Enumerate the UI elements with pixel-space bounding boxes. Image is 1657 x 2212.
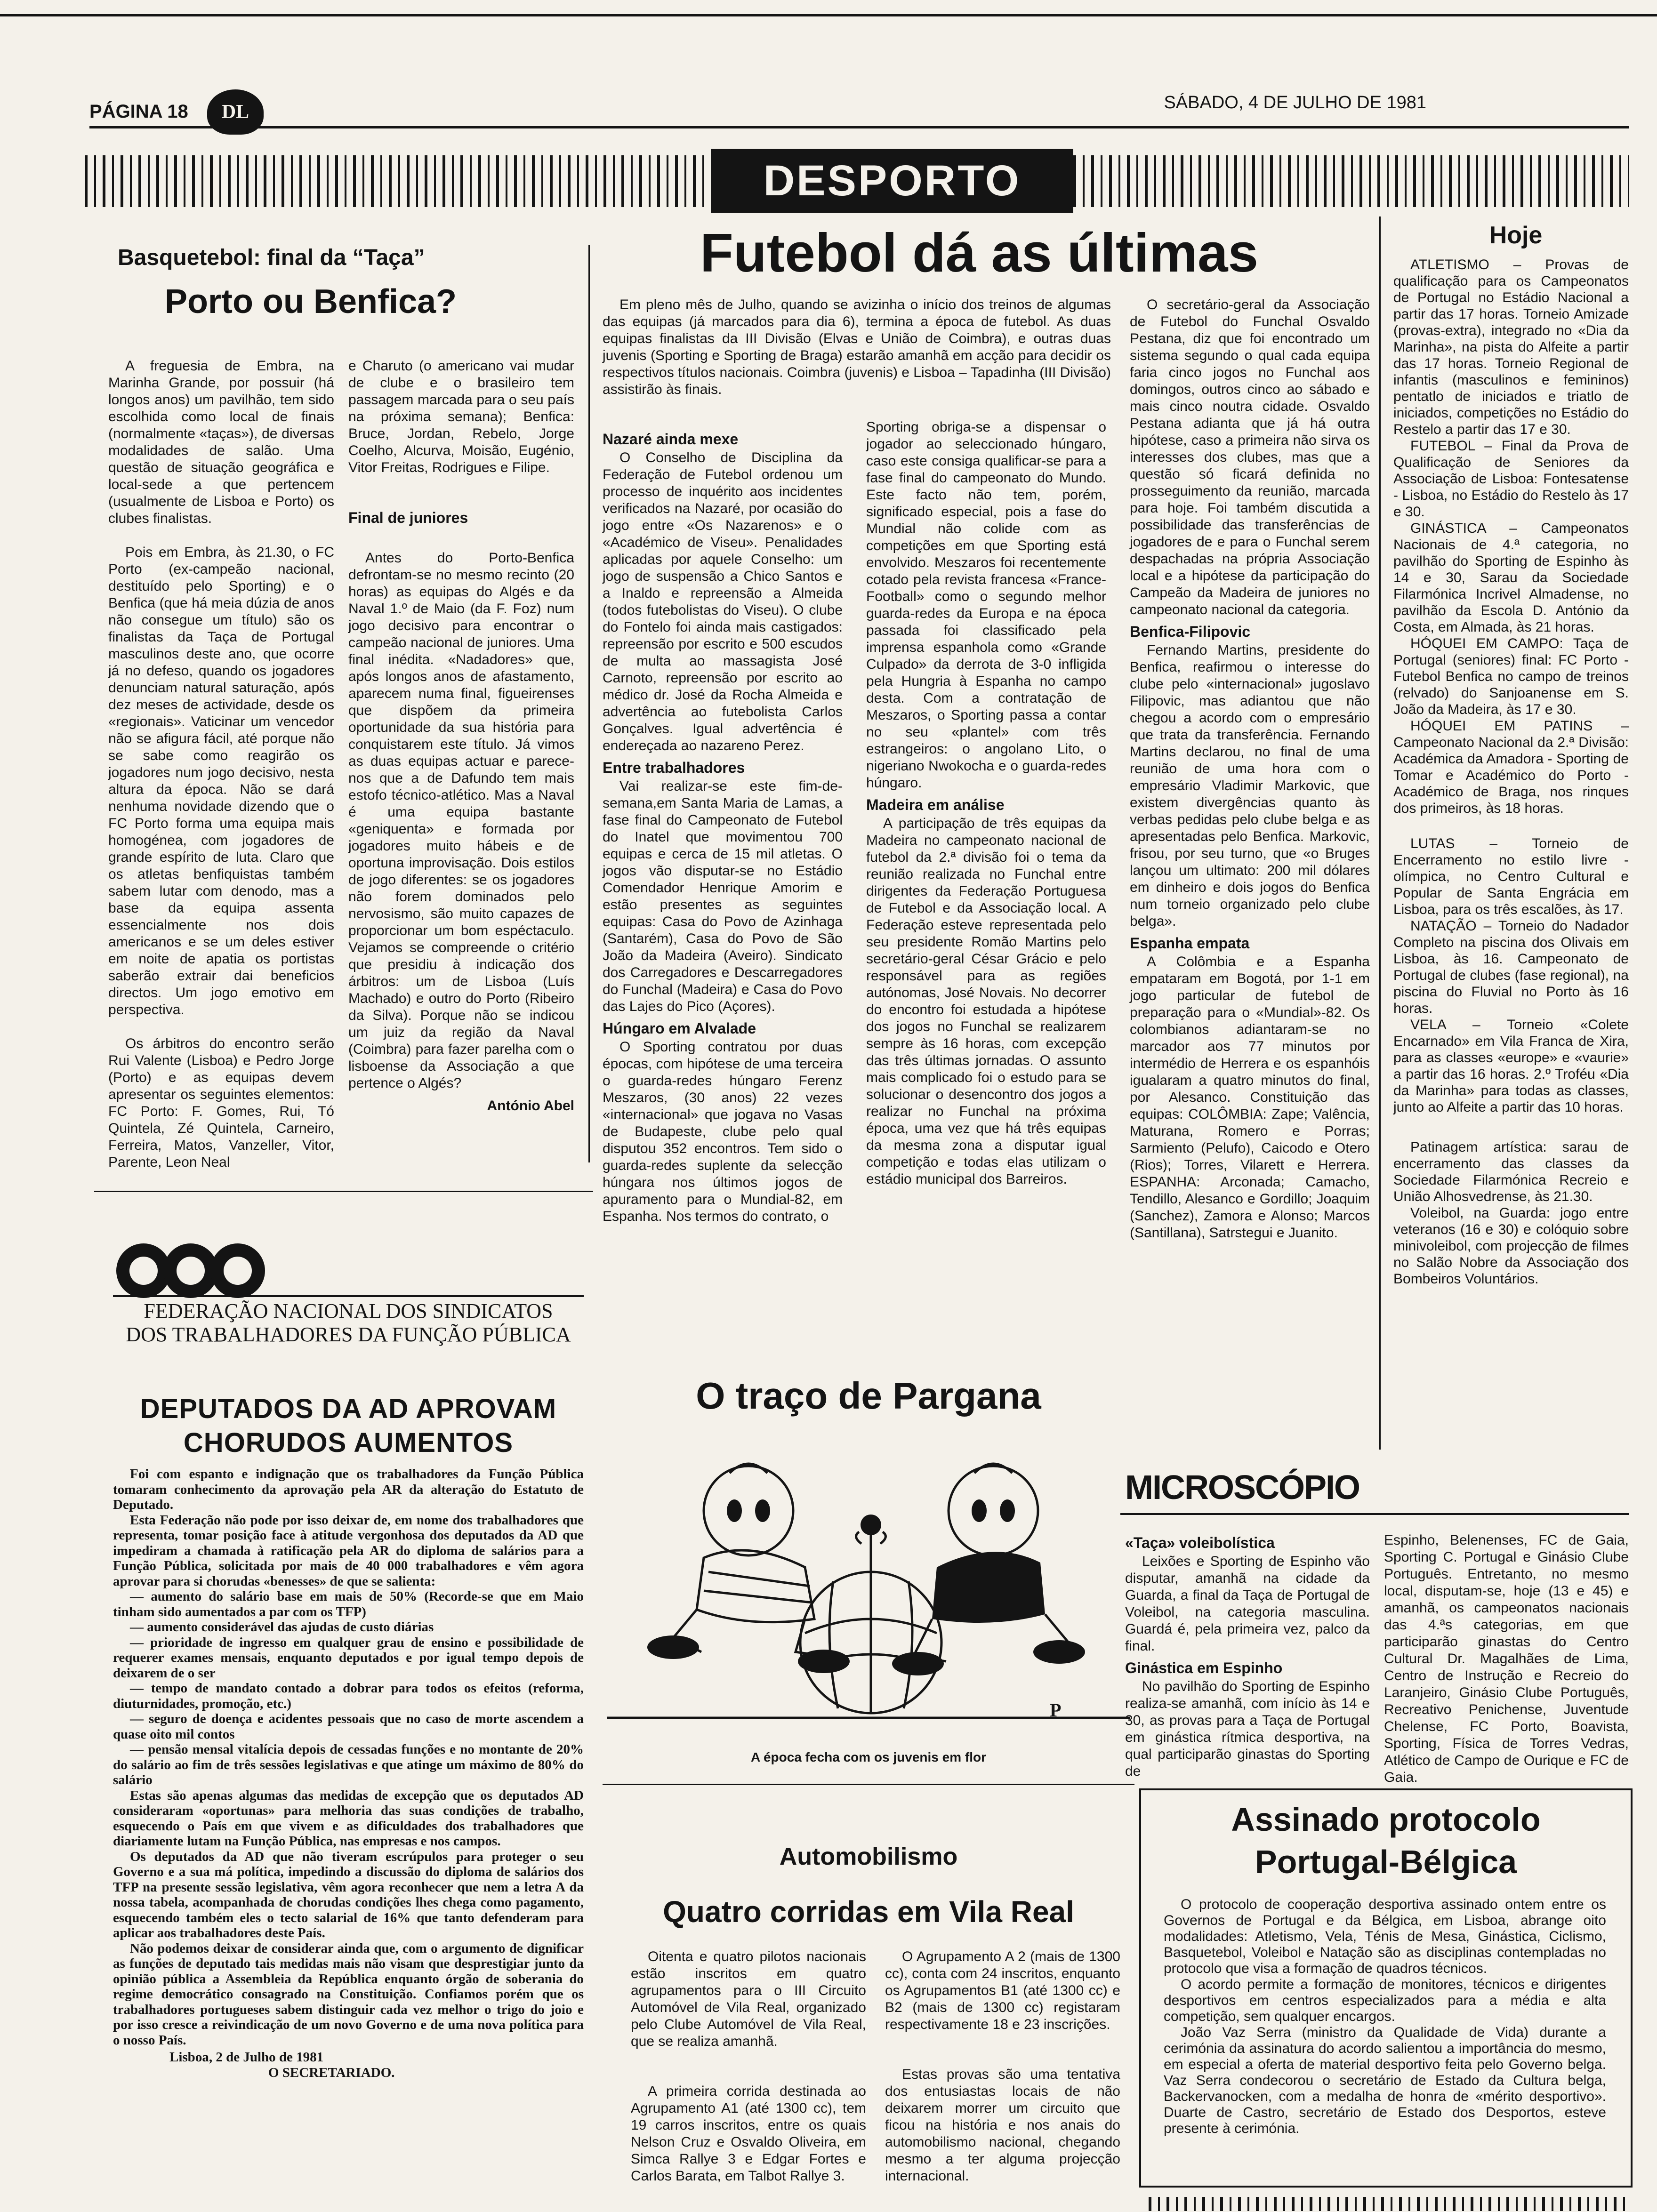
top-rule — [0, 14, 1657, 16]
column-rule — [588, 245, 590, 1162]
paragraph: O Conselho de Disciplina da Federação de Futebol ordenou um processo de inquérito aos incidentes verificados na Nazaré, por ocasião do jogo entre «Os Nazarenos» e o «Académico de Viseu». Penalidades aplicadas por aquele Conselho: um jogo de suspensão a Chico Santos e a Inaldo e repreensão a Almeida (todos futebolistas do Viseu). O clube do Fontelo foi ainda mais castigados: repreensão por escrito e 500 escudos de multa ao massagista José Carnoto, repreensão por escrito ao médico dr. José da Rocha Almeida e advertência ao futebolista Carlos Gonçalves. Igual advertência é endereçada ao nazareno Perez. — [603, 450, 843, 753]
protocolo-title-1: Assinado protocolo — [1231, 1801, 1541, 1838]
column-rule — [1379, 216, 1381, 1450]
paragraph: Esta Federação não pode por isso deixar de, em nome dos trabalhadores que representa, tomar posição face à atitude vergonhosa dos deputados da AD que impediram a chamada à ratificação pela AR do diploma de salários para a Função Pública, solicitada por mais de 40 000 trabalhadores e vêm agora aprovar para si chorudas «benesses» de que se salienta: — [113, 1512, 584, 1589]
cartoon-caption: A época fecha com os juvenis em flor — [750, 1750, 986, 1764]
paragraph: Os deputados da AD que não tiveram escrúpulos para proteger o seu Governo e a sua má política, impedindo a discussão do diploma de salários dos TFP na presente sessão legislativa, vêm agora reconhecer que nem a letra A da nossa tabela, acompanhada de chorudas condições lhes chega como pagamento, esquecendo também eles o tecto salarial de 16% que tanto defenderam para aplicar aos trabalhadores deste País. — [113, 1849, 584, 1940]
paragraph: Foi com espanto e indignação que os trabalhadores da Função Pública tomaram conhecimento da aprovação pela AR da alteração do Estatuto de Deputado. — [113, 1467, 584, 1512]
auto-col2 — [885, 1948, 1120, 2185]
protocolo-box — [1139, 1788, 1633, 2188]
list-item: Voleibol, na Guarda: jogo entre veteranos (16 e 30) e colóquio sobre minivoleibol, com projecção de filmes no Salão Nobre da Associação dos Bombeiros Voluntários. — [1393, 1205, 1629, 1287]
paragraph: A Colômbia e a Espanha empataram em Bogotá, por 1-1 em jogo particular de futebol de preparação para o «Mundial»-82. Os colombianos adiantaram-se no marcador aos 77 minutos por intermédio de Herrera e os espanhóis igualaram a quatro minutos do final, por Alesanco. Constituição das equipas: COLÔMBIA: Zape; Valência, Maturana, Romero e Porras; Sarmiento (Pelufo), Caicodo e Otero (Rios); Torres, Vilarett e Herrera. ESPANHA: Arconada; Camacho, Tendillo, Alesanco e Gordillo; Joaquim (Sanchez), Zamora e Alonso; Marcos (Santillana), Satrstegui e Juanito. — [1130, 954, 1370, 1241]
paragraph: Espinho, Belenenses, FC de Gaia, Sporting C. Portugal e Ginásio Clube Português. Entretanto, no mesmo local, disputam-se, hoje (13 e 45) e amanhã, os campeonatos nacionais das 4.ªs categorias, em que participarão ginastas do Centro Cultural Dr. Magalhães de Lima, Centro de Instrução e Recreio do Laranjeiro, Ginásio Clube Português, Recreativo Penichense, Juventude Chelense, FC Porto, Boavista, Sporting, Física de Torres Vedras, Atlético de Campo de Ourique e FC de Gaia. — [1384, 1532, 1629, 1785]
hoje-list — [1393, 256, 1629, 1287]
micro-col2 — [1384, 1532, 1629, 1786]
paragraph: Estas são apenas algumas das medidas de excepção que os deputados AD consideraram «oportunas» para melhoria das suas condições de trabalho, esquecendo o País em que vivem e as dificuldades dos trabalhadores que diariamente lutam na Função Pública, nas empresas e nos campos. — [113, 1787, 584, 1849]
paragraph: — prioridade de ingresso em qualquer grau de ensino e possibilidade de requerer exames mensais, enquanto deputados e por igual tempo depois de deixarem de o ser — [113, 1635, 584, 1681]
paragraph: Antes do Porto-Benfica defrontam-se no mesmo recinto (20 horas) as equipas do Algés e da Naval 1.º de Maio (da F. Foz) num jogo decisivo para encontrar o campeão nacional de juniores. Uma final inédita. «Nadadores» que, após longos anos de afastamento, aparecem numa final, figueirenses que dispõem da primeira oportunidade da sua história para conquistarem este título. Já vimos as duas equipas actuar e parece-nos que a de Dafundo tem mais estofo técnico-atlético. Mas a Naval é uma equipa bastante «geniquenta» e formada por jogadores muito hábeis e de oportuna improvisação. Dois estilos de jogo diferentes: se os jogadores não forem dominados pelo nervosismo, são muito capazes de proporcionar um bom espéctaculo. Vejamos se compreende o critério que presidiu à indicação dos árbitros: um de Lisboa (Luís Machado) e outro do Porto (Ribeiro da Silva). Porque não se indicou um juiz da região da Naval (Coimbra) para fazer parelha com o lisboense da Associação a que pertence o Algés? — [348, 550, 574, 1091]
paragraph: Em pleno mês de Julho, quando se avizinha o início dos treinos de algumas das equipas (já marcados para dia 6), termina a época de futebol. As duas equipas finalistas da III Divisão (Elvas e União de Coimbra), e outras duas juvenis (Sporting e Sporting de Braga) estarão amanhã em acção para decidir os respectivos títulos nacionais. Coimbra (juvenis) e Lisboa – Tapadinha (III Divisão) assistirão às finais. — [603, 297, 1111, 397]
paragraph: — aumento do salário base em mais de 50% (Recorde-se que em Maio tinham sido aumentados a par com os TFP) — [113, 1589, 584, 1619]
list-item: HÓQUEI EM CAMPO: Taça de Portugal (seniores) final: FC Porto - Futebol Benfica no campo de treinos (relvado) do Sanjoanense em S. João da Madeira, às 17 e 30. — [1393, 636, 1629, 717]
subhead: Ginástica em Espinho — [1125, 1659, 1283, 1676]
ad-org-line2: DOS TRABALHADORES DA FUNÇÃO PÚBLICA — [126, 1323, 571, 1346]
futebol-title: Futebol dá as últimas — [700, 222, 1258, 283]
paragraph: O acordo permite a formação de monitores, técnicos e dirigentes desportivos em centros especializados para a média e alta competição, sem qualquer encargos. — [1164, 1977, 1606, 2024]
ad-org-line1: FEDERAÇÃO NACIONAL DOS SINDICATOS — [144, 1299, 553, 1322]
protocolo-body — [1164, 1897, 1606, 2137]
newspaper-logo: DL — [207, 89, 264, 135]
auto-title: Quatro corridas em Vila Real — [663, 1895, 1074, 1929]
auto-col1 — [631, 1948, 866, 2185]
ad-body — [113, 1467, 584, 2080]
cartoon-illustration-icon — [607, 1431, 1130, 1741]
paragraph: e Charuto (o americano vai mudar de clube e o brasileiro tem passagem marcada para o seu país na próxima semana); Benfica: Bruce, Jordan, Rebelo, Jorge Coelho, Alcurva, Moisão, Eugénio, Vitor Freitas, Rodrigues e Filipe. — [348, 358, 574, 475]
hoje-title: Hoje — [1489, 222, 1543, 249]
ad-headline-2: CHORUDOS AUMENTOS — [183, 1427, 514, 1458]
page-number: PÁGINA 18 — [89, 101, 188, 122]
paragraph: Os árbitros do encontro serão Rui Valente (Lisboa) e Pedro Jorge (Porto) e as equipas devem apresentar os seguintes elementos: FC Porto: F. Gomes, Rui, Tó Quintela, Zé Quintela, Carneiro, Ferreira, Matos, Vanzeller, Vitor, Parente, Leon Neal — [108, 1036, 334, 1170]
paragraph: A freguesia de Embra, na Marinha Grande, por possuir (há longos anos) um pavilhão, tem sido escolhida como local de finais (normalmente «taças»), de diversas modalidades de salão. Uma questão de situação geográfica e local-sede a que pertencem (usualmente de Lisboa e Porto) os clubes finalistas. — [108, 358, 334, 526]
paragraph: João Vaz Serra (ministro da Qualidade de Vida) durante a cerimónia da assinatura do acordo salientou a importância do mesmo, em especial a oferta de material desportivo feita pelo Governo belga. Vaz Serra condecorou o secretário de Estado da Cultura belga, Backervanocken, com a medalha de honra de «mérito desportivo». Duarte de Castro, secretário de Estado dos Desportos, esteve presente à cerimónia. — [1164, 2025, 1606, 2136]
basket-col1 — [108, 358, 334, 1171]
micro-rule — [1120, 1513, 1629, 1515]
list-item: Patinagem artística: sarau de encerramento das classes da Sociedade Filarmónica Recreio e União Alhosvedrense, às 21.30. — [1393, 1139, 1629, 1204]
auto-kicker: Automobilismo — [779, 1843, 958, 1870]
header-rule — [89, 126, 1629, 128]
basket-subhead: Final de juniores — [348, 509, 468, 526]
paragraph: A participação de três equipas da Madeira no campeonato nacional de futebol da 2.ª divisão foi o tema da reunião realizada no Funchal entre dirigentes da Federação Portuguesa de Futebol e da Associação local. A Federação esteve representada pelo seu presidente Romão Martins pelo secretário-geral César Grácio e pelo responsável para as regiões autónomas, José Novais. No decorrer do encontro foi estudada a hipótese dos jogos no Funchal se realizarem sempre às 16 horas, com excepção das três últimas jornadas. O assunto mais complicado foi o estudo para se solucionar o desencontro dos jogos a realizar no Funchal na próxima época, uma vez que há três equipas da mesma zona a disputar igual competição e todas elas utilizam o estádio municipal dos Barreiros. — [866, 816, 1106, 1187]
ad-date: Lisboa, 2 de Julho de 1981 — [169, 2050, 324, 2065]
futebol-lead — [603, 297, 1111, 398]
paragraph: No pavilhão do Sporting de Espinho realiza-se amanhã, com início às 14 e 30, as provas para a Taça de Portugal em ginástica rítmica desportiva, na qual participarão ginastas do Sporting de — [1125, 1679, 1370, 1779]
futebol-col3 — [1130, 297, 1370, 1242]
paragraph: O secretário-geral da Associação de Futebol do Funchal Osvaldo Pestana, diz que foi encontrado um sistema segundo o qual cada equipa faria cinco jogos no Funchal aos domingos, outros cinco ao sábado e mais cinco noutra cidade. Osvaldo Pestana adianta que já há outra hipótese, caso a primeira não sirva os interesses dos clubes, mas que a questão só ficará definida no prosseguimento da reunião, marcada para hoje. Foi também discutida a possibilidade das transferências de jogadores de e para o Funchal serem despachadas na própria Associação local e a hipótese da participação do Campeão da Madeira de juniores no campeonato nacional da categoria. — [1130, 297, 1370, 617]
basket-kicker: Basquetebol: final da “Taça” — [118, 245, 425, 270]
protocolo-title-2: Portugal-Bélgica — [1255, 1843, 1517, 1880]
advertisement — [94, 1195, 593, 2188]
section-hatch-right — [1073, 155, 1629, 207]
cartoon-title: O traço de Pargana — [696, 1375, 1041, 1417]
basket-byline: António Abel — [487, 1098, 574, 1114]
section-hatch-left — [85, 155, 711, 207]
page-date: SÁBADO, 4 DE JULHO DE 1981 — [1164, 93, 1426, 112]
section-title: DESPORTO — [711, 149, 1073, 213]
micro-col1 — [1125, 1530, 1370, 1780]
paragraph: Estas provas são uma tentativa dos entusiastas locais de não deixarem morrer um circuito que ficou na história e nos anais do automobilismo nacional, chegando mesmo a ter alguma projecção internacional. — [885, 2067, 1120, 2184]
list-item: GINÁSTICA – Campeonatos Nacionais de 4.ª categoria, no pavilhão do Sporting de Espinho às 14 e 30, Sarau da Sociedade Filarmónica Incrivel Almadense, no pavilhão da Escola D. António da Costa, em Almada, às 21 horas. — [1393, 521, 1629, 635]
ad-headline-1: DEPUTADOS DA AD APROVAM — [140, 1394, 557, 1424]
list-item: LUTAS – Torneio de Encerramento no estilo livre - olímpica, no Centro Cultural e Popular de Santa Engrácia em Lisboa, para os três escalões, às 17. — [1393, 836, 1629, 917]
list-item: NATAÇÃO – Torneio do Nadador Completo na piscina dos Olivais em Lisboa, às 16. Campeonato de Portugal de clubes (fase regional), na piscina do Fluvial no Porto às 16 horas. — [1393, 918, 1629, 1016]
paragraph: — tempo de mandato contado a dobrar para todos os efeitos (reforma, diuturnidades, promoção, etc.) — [113, 1681, 584, 1711]
paragraph: O protocolo de cooperação desportiva assinado ontem entre os Governos de Portugal e da Bélgica, em Lisboa, abrange oito modalidades: Atletismo, Vela, Ténis de Mesa, Ginástica, Ciclismo, Basquetebol, Voleibol e Natação são as disciplinas contempladas no protocolo que visa a formação de quadros técnicos. — [1164, 1897, 1606, 1976]
microscopio-title: MICROSCÓPIO — [1125, 1469, 1360, 1507]
list-item: ATLETISMO – Provas de qualificação para os Campeonatos de Portugal no Estádio Nacional a partir das 17 horas. Torneio Amizade (provas-extra), integrado no «Dia da Marinha», na pista do Alfeite a partir das 17 horas. Torneio Regional de infantis (masculinos e femininos) pentatlo de iniciados e triatlo de iniciados, competições no Estádio do Restelo a partir das 17 e 30. — [1393, 257, 1629, 437]
subhead: Espanha empata — [1130, 935, 1250, 952]
list-item: HÓQUEI EM PATINS – Campeonato Nacional da 2.ª Divisão: Académica da Amadora - Sporting de Tomar e Académico do Porto - Académico de Braga, nos rinques dos primeiros, às 18 horas. — [1393, 718, 1629, 816]
paragraph: — aumento considerável das ajudas de custo diárias — [130, 1619, 434, 1635]
paragraph: Sporting obriga-se a dispensar o jogador ao seleccionado húngaro, caso este consiga qualificar-se para a fase final do campeonato do Mundo. Este facto não tem, porém, significado especial, pois a fase do Mundial não colide com as competições em que Sporting está envolvido. Meszaros foi recentemente cotado pela revista francesa «France-Football» como o segundo melhor guarda-redes da Europa e na época passada foi classificado pela imprensa espanhola como «Grande Culpado» da derrota de 3-0 infligida pela Hungria à Espanha no campo desta. Com a contratação de Meszaros, o Sporting passa a contar no seu «plantel» com três estrangeiros: o angolano Lito, o nigeriano Nwokocha e o guarda-redes húngaro. — [866, 419, 1106, 791]
subhead: Benfica-Filipovic — [1130, 623, 1251, 640]
paragraph: Fernando Martins, presidente do Benfica, reafirmou o interesse do clube pelo «internacional» jugoslavo Filipovic, mas adiantou que não chegou a acordo com o empresário que trata da transferência. Fernando Martins declarou, no final de uma reunião de uma hora com o empresário Vladimir Markovic, que existem divergências quanto às verbas pedidas pelo clube belga e as apresentadas pelo Benfica. Markovic, frisou, por seu turno, que «o Bruges lançou um ultimato: 200 mil dólares em dinheiro e dois jogos do Benfica num torneio organizado pelo clube belga». — [1130, 642, 1370, 929]
futebol-col2 — [866, 419, 1106, 1188]
subhead: Húngaro em Alvalade — [603, 1020, 756, 1037]
paragraph: O Agrupamento A 2 (mais de 1300 cc), conta com 24 inscritos, enquanto os Agrupamentos B1 (até 1300 cc) e B2 (mais de 1300 cc) registaram respectivamente 18 e 23 inscrições. — [885, 1949, 1120, 2032]
ad-top-rule — [94, 1191, 593, 1192]
futebol-col1 — [603, 426, 843, 1225]
paragraph: O Sporting contratou por duas épocas, com hipótese de uma terceira o guarda-redes húngaro Ferenz Meszaros, (30 anos) 22 vezes «internacional» que jogava no Vasas de Budapeste, clube pelo qual disputou 352 encontros. Tem sido o guarda-redes suplente da selecção húngara nos últimos jogos de apuramento para o Mundial-82, em Espanha. Nos termos do contrato, o — [603, 1039, 843, 1224]
paragraph: Pois em Embra, às 21.30, o FC Porto (ex-campeão nacional, destituído pelo Sporting) e o Benfica (que há meia dúzia de anos não consegue um título) são os finalistas da Taça de Portugal masculinos deste ano, que ocorre já no defeso, quando os jogadores denunciam natural saturação, após dez meses de actividade, desde os «regionais». Vaticinar um vencedor não se afigura fácil, até porque não se sabe como reagirão os jogadores num jogo decisivo, nesta altura da época. Não se dará nenhuma novidade dizendo que o FC Porto forma uma equipa mais homogénea, com jogadores de grande espírito de luta. Claro que os atletas benfiquistas também sabem lutar com denodo, mas a base da equipa assenta essencialmente nos dois americanos e se um deles estiver em noite de apatia os portistas saberão extrair dai beneficios directos. Um jogo emotivo em perspectiva. — [108, 545, 334, 1018]
auto-top-rule — [603, 1784, 1134, 1785]
subhead: «Taça» voleibolística — [1125, 1534, 1275, 1551]
paragraph: Não podemos deixar de considerar ainda que, com o argumento de dignificar as funções de deputado tais medidas mais não visam que desprestigiar junto da opinião pública a Assembleia da República enquanto órgão de soberania do regime democrático consagrado na Constituição. Confiamos porém que os trabalhadores portugueses sabem distinguir cada vez melhor o trigo do joio e por isso cresce a reivindicação de um novo Governo e de uma nova política para o nosso País. — [113, 1940, 584, 2048]
list-item: FUTEBOL – Final da Prova de Qualificação de Seniores da Associação de Lisboa: Fontesatense - Lisboa, no Estádio do Restelo às 17 e 30. — [1393, 438, 1629, 520]
subhead: Entre trabalhadores — [603, 759, 745, 776]
basket-col2 — [348, 358, 574, 1114]
ad-rule — [113, 1295, 584, 1297]
subhead: Nazaré ainda mexe — [603, 431, 739, 448]
paragraph: A primeira corrida destinada ao Agrupamento A1 (até 1300 cc), tem 19 carros inscritos, entre os quais Nelson Cruz e Osvaldo Oliveira, em Simca Rallye 3 e Edgar Fortes e Carlos Barata, em Talbot Rallye 3. — [631, 2084, 866, 2184]
ad-signature: O SECRETARIADO. — [268, 2065, 395, 2080]
paragraph: — seguro de doença e acidentes pessoais que no caso de morte ascendem a quase oito mil contos — [113, 1711, 584, 1742]
cartoon-signature: P — [1050, 1699, 1062, 1721]
subhead: Madeira em análise — [866, 796, 1005, 813]
federation-logo-icon — [113, 1240, 268, 1301]
paragraph: — pensão mensal vitalícia depois de cessadas funções e no montante de 20% do salário ao fim de três sessões legislativas e que atinge um máximo de 80% do salário — [113, 1742, 584, 1787]
list-item: VELA – Torneio «Colete Encarnado» em Vila Franca de Xira, para as classes «europe» e «vaurie» a partir das 16 horas. 2.º Troféu «Dia da Marinha» para todas as classes, junto ao Alfeite a partir das 10 horas. — [1393, 1017, 1629, 1115]
paragraph: Vai realizar-se este fim-de-semana,em Santa Maria de Lamas, a fase final do Campeonato de Futebol do Inatel que movimentou 700 equipas e cerca de 15 mil atletas. O jogos vão disputar-se no Estádio Comendador Henrique Amorim e estão presentes as seguintes equipas: Casa do Povo de Azinhaga (Santarém), Casa do Povo de São João da Madeira (Aveiro). Sindicato dos Carregadores e Descarregadores do Funchal (Madeira) e Casa do Povo das Lajes do Pico (Açores). — [603, 778, 843, 1014]
bottom-hatch — [1149, 2197, 1629, 2211]
paragraph: Oitenta e quatro pilotos nacionais estão inscritos em quatro agrupamentos para o III Circuito Automóvel de Vila Real, organizado pelo Clube Automóvel de Vila Real, que se realiza amanhã. — [631, 1949, 866, 2049]
paragraph: Leixões e Sporting de Espinho vão disputar, amanhã na cidade da Guarda, a final da Taça de Portugal de Voleibol, na categoria masculina. Guardá é, pela primeira vez, palco da final. — [1125, 1554, 1370, 1654]
basket-title: Porto ou Benfica? — [165, 283, 457, 321]
